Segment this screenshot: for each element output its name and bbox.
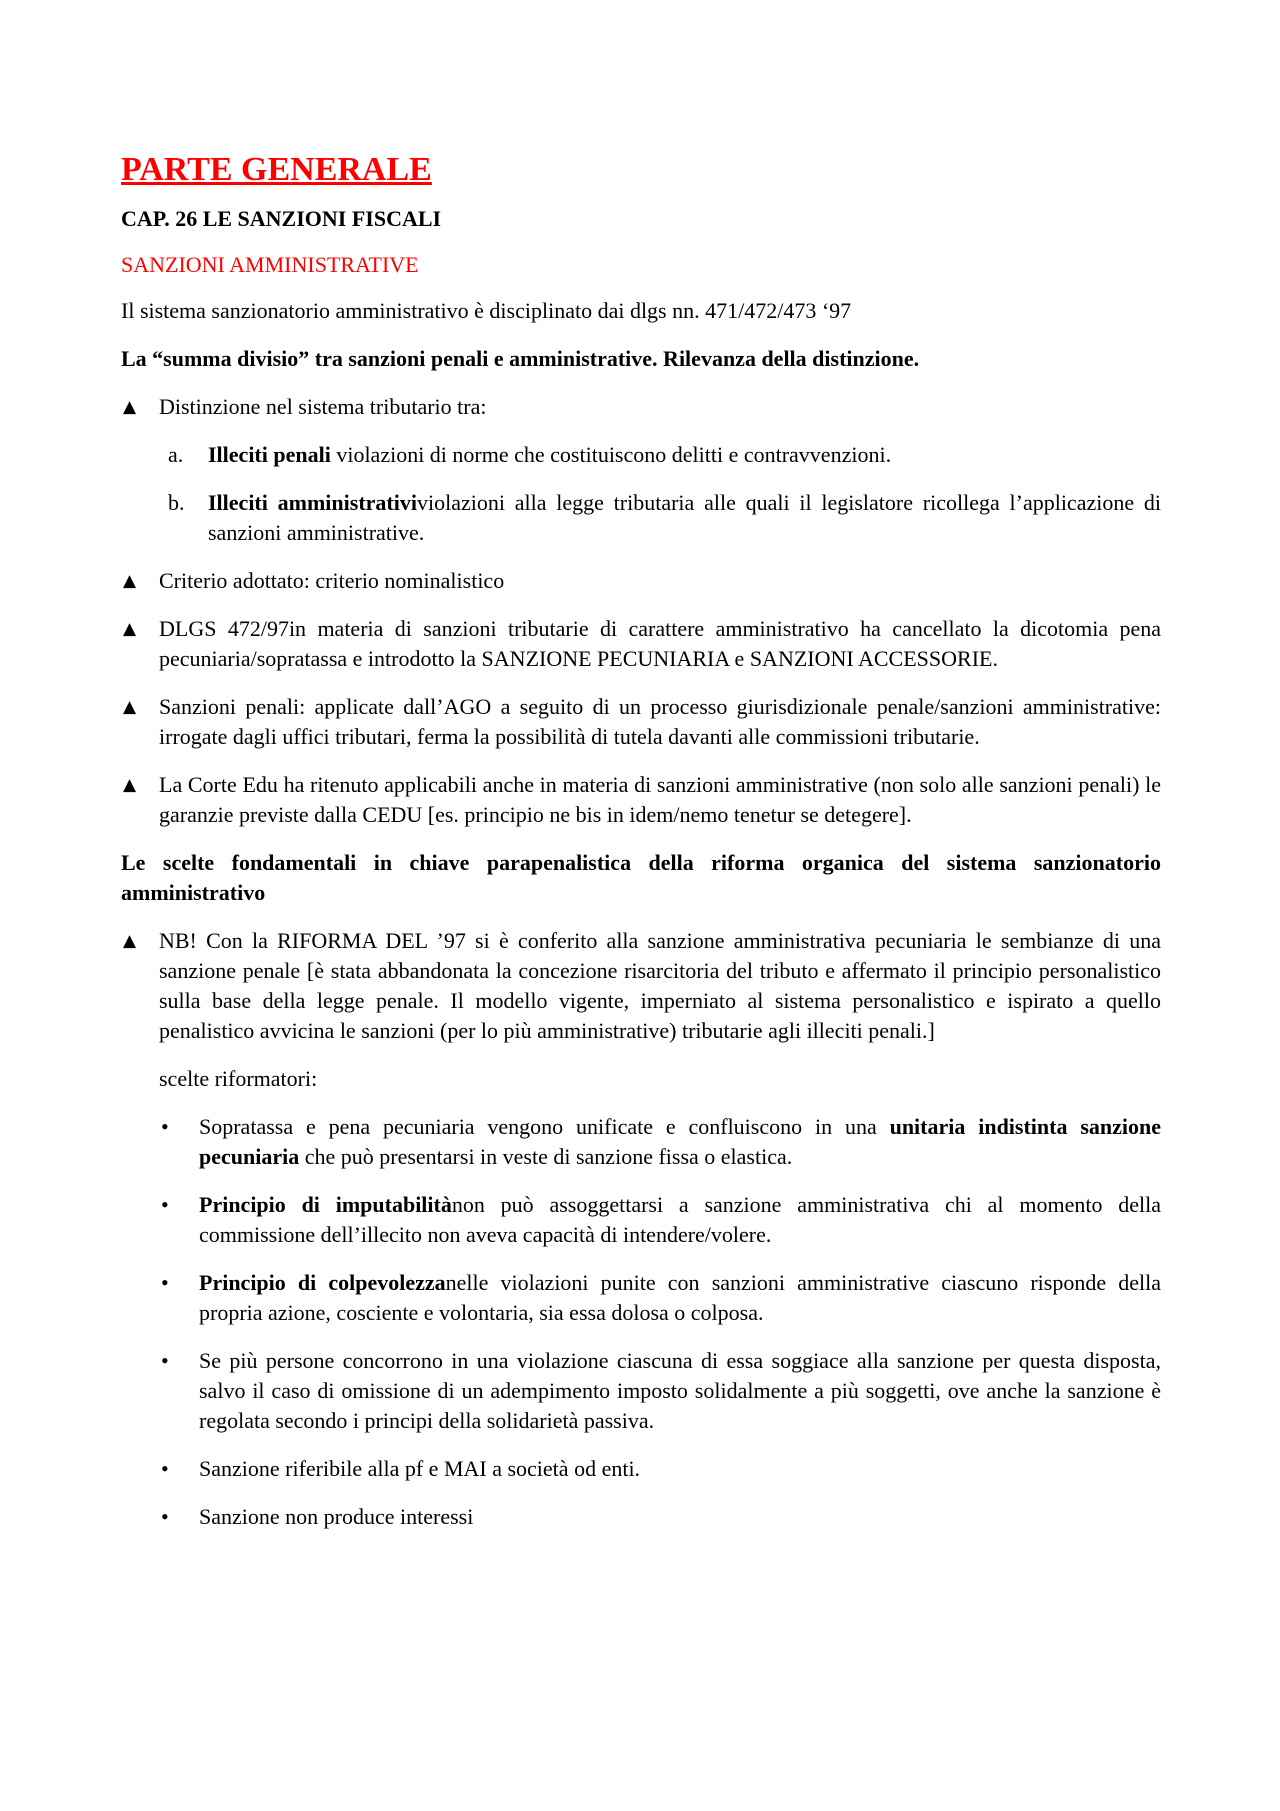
triangle-bullet-icon: ▲ — [123, 619, 137, 639]
document-page — [121, 150, 1161, 1550]
intro-paragraph: Il sistema sanzionatorio amministrativo è disciplinato dai dlgs nn. 471/472/473 ‘97 — [121, 298, 852, 323]
sub-item-letter: b. — [168, 490, 185, 515]
list-item-corte-edu — [121, 770, 1161, 830]
bullet-item-colpevolezza — [121, 1268, 1161, 1328]
list-item-text: Criterio adottato: criterio nominalistico — [159, 568, 505, 593]
bullet-text: nelle violazioni punite con sanzioni amministrative ciascuno risponde della propria azione, cosciente e volontaria, sia essa dolosa o colposa. — [199, 1270, 1161, 1325]
bullet-dot-icon: • — [161, 1192, 169, 1217]
bullet-item-imputabilita — [121, 1190, 1161, 1250]
sub-item-illeciti-amministrativi — [159, 488, 1161, 548]
sub-item-letter: a. — [168, 442, 184, 467]
triangle-bullet-icon: ▲ — [123, 571, 137, 591]
bullet-text: Sopratassa e pena pecuniaria vengono unificate e confluiscono in una — [199, 1114, 890, 1139]
bullet-item-riferibile — [121, 1454, 1161, 1484]
list-item-text: NB! Con la RIFORMA DEL ’97 si è conferito alla sanzione amministrativa pecuniaria le sembianze di una sanzione penale [è stata abbandonata la concezione risarcitoria del tributo e affermato il principio personalistico sulla base della legge penale. Il modello vigente, imperniato al sistema personalistico e ispirato a quello penalistico avvicina le sanzioni (per lo più amministrative) tributarie agli illeciti penali.] — [159, 928, 1161, 1043]
scelte-label: scelte riformatori: — [159, 1066, 318, 1091]
list-item-dlgs — [121, 614, 1161, 674]
bullet-dot-icon: • — [161, 1504, 169, 1529]
bullet-text: che può presentarsi in veste di sanzione fissa o elastica. — [299, 1144, 793, 1169]
bullet-item-sanzione-unitaria — [121, 1112, 1161, 1172]
list-item-criterio — [121, 566, 1161, 596]
page-title: PARTE GENERALE — [121, 151, 432, 188]
triangle-bullet-icon: ▲ — [123, 697, 137, 717]
list-item-riforma — [121, 926, 1161, 1046]
list-item-text: Distinzione nel sistema tributario tra: — [159, 394, 487, 419]
bullet-item-concorso — [121, 1346, 1161, 1436]
triangle-bullet-icon: ▲ — [123, 397, 137, 417]
list-item-text: DLGS 472/97in materia di sanzioni tributarie di carattere amministrativo ha cancellato la dicotomia pena pecuniaria/sopratassa e introdotto la SANZIONE PECUNIARIA e SANZIONI ACCESSORIE. — [159, 616, 1161, 671]
subheading-summa-divisio: La “summa divisio” tra sanzioni penali e amministrative. Rilevanza della distinzione. — [121, 346, 920, 371]
bullet-text: Sanzione riferibile alla pf e MAI a società od enti. — [199, 1456, 641, 1481]
bullet-dot-icon: • — [161, 1456, 169, 1481]
bullet-text: Se più persone concorrono in una violazione ciascuna di essa soggiace alla sanzione per questa disposta, salvo il caso di omissione di un adempimento imposto solidalmente a più soggetti, ove anche la sanzione è regolata secondo i principi della solidarietà passiva. — [199, 1348, 1161, 1433]
bullet-term: unitaria indistinta sanzione pecuniaria — [199, 1114, 1162, 1169]
subheading-scelte-fondamentali: Le scelte fondamentali in chiave parapenalistica della riforma organica del sistema sanzionatorio amministrativo — [121, 850, 1161, 905]
triangle-bullet-icon: ▲ — [123, 775, 137, 795]
bullet-dot-icon: • — [161, 1348, 169, 1373]
bullet-dot-icon: • — [161, 1114, 169, 1139]
sub-list — [159, 440, 1161, 548]
bullet-item-interessi — [121, 1502, 1161, 1532]
bullet-term: Principio di imputabilità — [199, 1192, 452, 1217]
list-item-distinzione — [121, 392, 1161, 548]
sub-item-term: Illeciti penali — [208, 442, 331, 467]
triangle-bullet-icon: ▲ — [123, 931, 137, 951]
sub-item-text: violazioni alla legge tributaria alle quali il legislatore ricollega l’applicazione di sanzioni amministrative. — [208, 490, 1161, 545]
section-heading: SANZIONI AMMINISTRATIVE — [121, 252, 419, 277]
list-item-sanzioni-penali — [121, 692, 1161, 752]
bullet-term: Principio di colpevolezza — [199, 1270, 446, 1295]
bullet-text: non può assoggettarsi a sanzione amministrativa chi al momento della commissione dell’illecito non aveva capacità di intendere/volere. — [199, 1192, 1161, 1247]
chapter-heading: CAP. 26 LE SANZIONI FISCALI — [121, 206, 442, 231]
list-item-text: Sanzioni penali: applicate dall’AGO a seguito di un processo giurisdizionale penale/sanzioni amministrative: irrogate dagli uffici tributari, ferma la possibilità di tutela davanti alle commissioni tributarie. — [159, 694, 1161, 749]
sub-item-term: Illeciti amministrativi — [208, 490, 417, 515]
bullet-text: Sanzione non produce interessi — [199, 1504, 474, 1529]
bullet-dot-icon: • — [161, 1270, 169, 1295]
sub-item-text: violazioni di norme che costituiscono delitti e contravvenzioni. — [330, 442, 892, 467]
sub-item-illeciti-penali — [159, 440, 1161, 470]
list-item-text: La Corte Edu ha ritenuto applicabili anche in materia di sanzioni amministrative (non solo alle sanzioni penali) le garanzie previste dalla CEDU [es. principio ne bis in idem/nemo tenetur se detegere]. — [159, 772, 1161, 827]
